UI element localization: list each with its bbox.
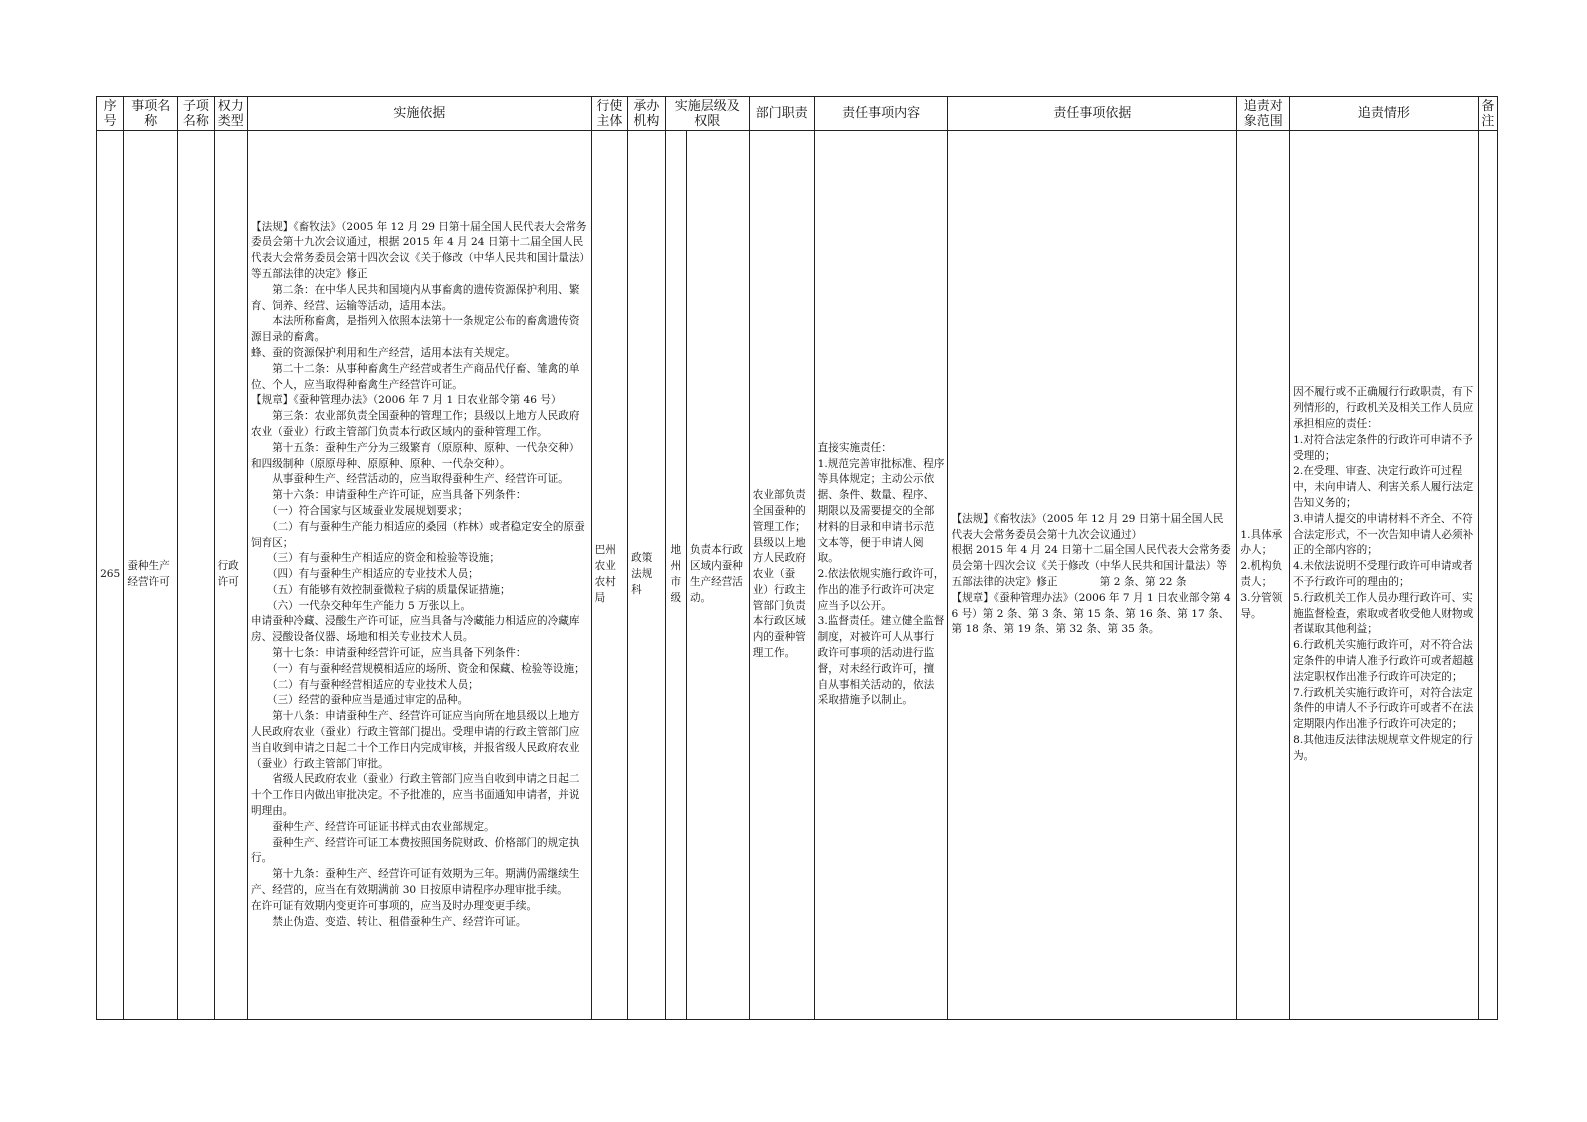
cell-basis: 【法规】《畜牧法》（2005 年 12 月 29 日第十届全国人民代表大会常务委员会第十九次会议通过，根据 2015 年 4 月 24 日第十二届全国人民代表大会常务委员会第十四次会议《关于修改（中华人民共和国计量法）等五部法律的决定》修正 第二条：在中华人民共和国境内从事畜禽的遗传资源保护利用、繁育、饲养、经营、运输等活动，适用本法。 本法所称畜禽，是指列入依照本法第十一条规定公布的畜禽遗传资源目录的畜禽。 蜂、蚕的资源保护利用和生产经营，适用本法有关规定。 第二十二条：从事种畜禽生产经营或者生产商品代仔畜、雏禽的单位、个人，应当取得种畜禽生产经营许可证。 【规章】《蚕种管理办法》（2006 年 7 月 1 日农业部令第 46 号） 第三条：农业部负责全国蚕种的管理工作；县级以上地方人民政府农业（蚕业）行政主管部门负责本行政区域内的蚕种管理工作。 第十五条：蚕种生产分为三级繁育（原原种、原种、一代杂交种）和四级制种（原原母种、原原种、原种、一代杂交种）。 从事蚕种生产、经营活动的，应当取得蚕种生产、经营许可证。 第十六条：申请蚕种生产许可证，应当具备下列条件： （一）符合国家与区域蚕业发展规划要求； （二）有与蚕种生产能力相适应的桑园（柞林）或者稳定安全的原蚕饲育区； （三）有与蚕种生产相适应的资金和检验等设施； （四）有与蚕种生产相适应的专业技术人员； （五）有能够有效控制蚕微粒子病的质量保证措施； （六）一代杂交种年生产能力 5 万张以上。 申请蚕种冷藏、浸酸生产许可证，应当具备与冷藏能力相适应的冷藏库房、浸酸设备仪器、场地和相关专业技术人员。 第十七条：申请蚕种经营许可证，应当具备下列条件： （一）有与蚕种经营规模相适应的场所、资金和保藏、检验等设施； （二）有与蚕种经营相适应的专业技术人员； （三）经营的蚕种应当是通过审定的品种。 第十八条：申请蚕种生产、经营许可证应当向所在地县级以上地方人民政府农业（蚕业）行政主管部门提出。受理申请的行政主管部门应当自收到申请之日起二十个工作日内完成审核，并报省级人民政府农业（蚕业）行政主管部门审批。 省级人民政府农业（蚕业）行政主管部门应当自收到申请之日起二十个工作日内做出审批决定。不予批准的，应当书面通知申请者，并说明理由。 蚕种生产、经营许可证证书样式由农业部规定。 蚕种生产、经营许可证工本费按照国务院财政、价格部门的规定执行。 第十九条：蚕种生产、经营许可证有效期为三年。期满仍需继续生产、经营的，应当在有效期满前 30 日按原申请程序办理审批手续。 在许可证有效期内变更许可事项的，应当及时办理变更手续。 禁止伪造、变造、转让、租借蚕种生产、经营许可证。 (248, 131, 592, 1020)
cell-subject: 巴州 农业 农村 局 (591, 131, 627, 1020)
cell-resp-basis: 【法规】《畜牧法》（2005 年 12 月 29 日第十届全国人民代表大会常务委员会第十九次会议通过） 根据 2015 年 4 月 24 日第十二届全国人民代表大会常务委员会第十四次会议《关于修改（中华人民共和国计量法）等五部法律的决定》修正 第 2 条、第 22 条 【规章】《蚕种管理办法》（2006 年 7 月 1 日农业部令第 46 号）第 2 条、第 3 条、第 15 条、第 16 条、第 17 条、第 18 条、第 19 条、第 32 条、第 35 条。 (948, 131, 1237, 1020)
cell-level-tier: 地 州 市 级 (665, 131, 686, 1020)
header-sub-item: 子项 名称 (178, 97, 214, 131)
cell-level-authority: 负责本行政区域内蚕种生产经营活动。 (686, 131, 749, 1020)
header-level: 实施层级及 权限 (665, 97, 749, 131)
cell-seq: 265 (97, 131, 124, 1020)
table-row (97, 131, 1498, 1020)
cell-sub-item (178, 131, 214, 1020)
header-seq: 序 号 (97, 97, 124, 131)
cell-agency: 政策 法规 科 (628, 131, 666, 1020)
header-agency: 承办 机构 (628, 97, 666, 131)
header-basis: 实施依据 (248, 97, 592, 131)
cell-scope: 1.具体承办人； 2.机构负责人； 3.分管领导。 (1237, 131, 1290, 1020)
cell-item-name: 蚕种生产 经营许可 (124, 131, 178, 1020)
header-remark: 备 注 (1478, 97, 1497, 131)
header-resp-basis: 责任事项依据 (948, 97, 1237, 131)
header-resp-content: 责任事项内容 (814, 97, 948, 131)
cell-remark (1478, 131, 1497, 1020)
cell-power-type: 行政 许可 (214, 131, 247, 1020)
cell-resp-content: 直接实施责任： 1.规范完善审批标准、程序等具体规定；主动公示依据、条件、数量、程序、期限以及需要提交的全部材料的目录和申请书示范文本等，便于申请人阅取。 2.依法依规实施行政许可，作出的准予行政许可决定应当予以公开。 3.监督责任。建立健全监督制度，对被许可人从事行政许可事项的活动进行监督，对未经行政许可，擅自从事相关活动的，依法采取措施予以制止。 (814, 131, 948, 1020)
header-scope: 追责对 象范围 (1237, 97, 1290, 131)
header-power-type: 权力 类型 (214, 97, 247, 131)
table-header-row (97, 97, 1498, 131)
header-situation: 追责情形 (1290, 97, 1479, 131)
cell-duty: 农业部负责全国蚕种的管理工作；县级以上地方人民政府农业（蚕业）行政主管部门负责本行政区域内的蚕种管理工作。 (749, 131, 814, 1020)
header-duty: 部门职责 (749, 97, 814, 131)
header-item-name: 事项名 称 (124, 97, 178, 131)
cell-situation: 因不履行或不正确履行行政职责，有下列情形的，行政机关及相关工作人员应承担相应的责任： 1.对符合法定条件的行政许可申请不予受理的； 2.在受理、审查、决定行政许可过程中，未向申请人、利害关系人履行法定告知义务的； 3.申请人提交的申请材料不齐全、不符合法定形式，不一次告知申请人必须补正的全部内容的； 4.未依法说明不受理行政许可申请或者不予行政许可的理由的； 5.行政机关工作人员办理行政许可、实施监督检查，索取或者收受他人财物或者谋取其他利益； 6.行政机关实施行政许可，对不符合法定条件的申请人准予行政许可或者超越法定职权作出准予行政许可决定的； 7.行政机关实施行政许可，对符合法定条件的申请人不予行政许可或者不在法定期限内作出准予行政许可决定的； 8.其他违反法律法规规章文件规定的行为。 (1290, 131, 1479, 1020)
header-subject: 行使 主体 (591, 97, 627, 131)
power-list-table (96, 96, 1498, 1020)
